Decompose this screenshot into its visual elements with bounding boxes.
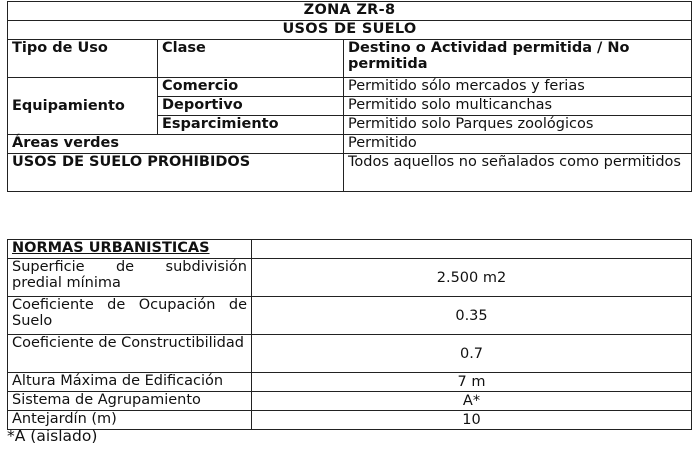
header-destino: Destino o Actividad permitida / No permitida — [344, 40, 692, 78]
clase-comercio: Comercio — [158, 78, 344, 97]
normas-title: NORMAS URBANISTICAS — [8, 240, 252, 259]
norma-label-agrupamiento: Sistema de Agrupamiento — [8, 392, 252, 411]
normas-urbanisticas-table — [7, 239, 692, 430]
tipo-equipamiento: Equipamiento — [8, 78, 158, 135]
norma-label-constructibilidad: Coeficiente de Constructibilidad — [8, 335, 252, 373]
tipo-areas-verdes: Áreas verdes — [8, 135, 344, 154]
footnote: *A (aislado) — [7, 427, 98, 445]
zona-title: ZONA ZR-8 — [8, 2, 692, 21]
norma-value-altura: 7 m — [252, 373, 692, 392]
norma-label-altura: Altura Máxima de Edificación — [8, 373, 252, 392]
destino-comercio: Permitido sólo mercados y ferias — [344, 78, 692, 97]
destino-areas-verdes: Permitido — [344, 135, 692, 154]
norma-label-antejardin: Antejardín (m) — [8, 411, 252, 430]
usos-de-suelo-table — [7, 1, 692, 192]
clase-esparcimiento: Esparcimiento — [158, 116, 344, 135]
header-clase: Clase — [158, 40, 344, 78]
usos-prohibidos-destino: Todos aquellos no señalados como permitidos — [344, 154, 692, 192]
usos-subtitle: USOS DE SUELO — [8, 21, 692, 40]
norma-value-constructibilidad: 0.7 — [252, 335, 692, 373]
norma-label-superficie: Superficie de subdivisión predial mínima — [8, 259, 252, 297]
clase-deportivo: Deportivo — [158, 97, 344, 116]
norma-label-ocupacion: Coeficiente de Ocupación de Suelo — [8, 297, 252, 335]
norma-value-agrupamiento: A* — [252, 392, 692, 411]
header-tipo-de-uso: Tipo de Uso — [8, 40, 158, 78]
destino-esparcimiento: Permitido solo Parques zoológicos — [344, 116, 692, 135]
norma-value-antejardin: 10 — [252, 411, 692, 430]
norma-value-superficie: 2.500 m2 — [252, 259, 692, 297]
usos-prohibidos-label: USOS DE SUELO PROHIBIDOS — [8, 154, 344, 192]
norma-value-ocupacion: 0.35 — [252, 297, 692, 335]
normas-title-empty-cell — [252, 240, 692, 259]
destino-deportivo: Permitido solo multicanchas — [344, 97, 692, 116]
